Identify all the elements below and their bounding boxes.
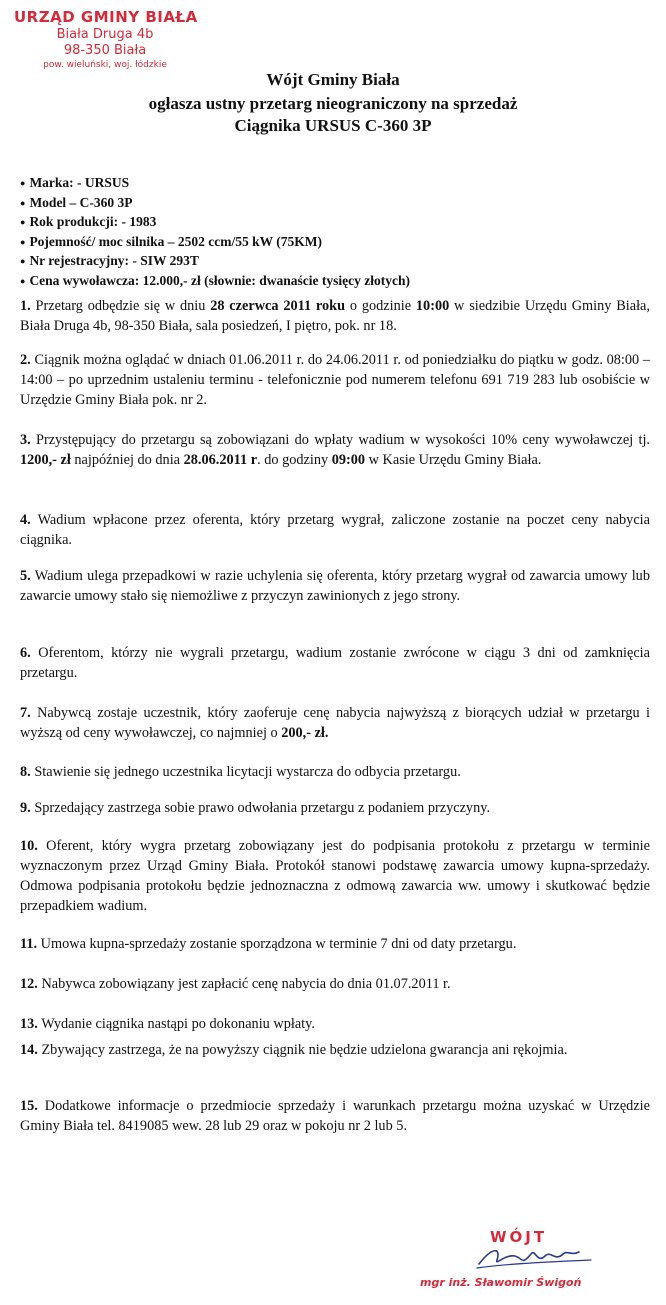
spec-item: ● Pojemność/ moc silnika – 2502 ccm/55 kW (75KM) <box>20 233 410 253</box>
paragraph-number: 14. <box>20 1042 38 1058</box>
paragraph-14: 14. Zbywający zastrzega, że na powyższy ciągnik nie będzie udzielona gwarancja ani rękojmia. <box>20 1042 568 1058</box>
paragraph-15: 15. Dodatkowe informacje o przedmiocie sprzedaży i warunkach przetargu można uzyskać w Urzędzie Gminy Biała tel. 8419085 wew. 28 lub 29 oraz w pokoju nr 2 lub 5. <box>20 1098 650 1134</box>
paragraph-9: 9. Sprzedający zastrzega sobie prawo odwołania przetargu z podaniem przyczyny. <box>20 800 491 816</box>
spec-item: ● Marka: - URSUS <box>20 174 410 194</box>
stamp-street: Biała Druga 4b <box>56 27 154 42</box>
office-stamp <box>10 8 200 70</box>
paragraph-number: 1. <box>20 298 31 314</box>
paragraph-5: 5. Wadium ulega przepadkowi w razie uchylenia się oferenta, który przetarg wygrał od zawarcia umowy lub zawarcie umowy stało się niemożliwe z przyczyn zawinionych z jego strony. <box>20 568 650 604</box>
signature-title: WÓJT <box>490 1228 548 1246</box>
paragraph-2: 2. Ciągnik można oglądać w dniach 01.06.2011 r. do 24.06.2011 r. od poniedziałku do piątku w godz. 08:00 – 14:00 – po uprzednim ustaleniu terminu - telefonicznie pod numerem telefonu 691 719 283 lub osobiście w Urzędzie Gminy Biała pok. nr 2. <box>20 352 651 408</box>
paragraph-number: 4. <box>20 512 31 528</box>
stamp-office-name: URZĄD GMINY BIAŁA <box>14 8 198 26</box>
spec-list <box>20 174 410 291</box>
paragraph-number: 15. <box>20 1098 38 1114</box>
paragraph-8: 8. Stawienie się jednego uczestnika licytacji wystarcza do odbycia przetargu. <box>20 764 461 780</box>
spec-item: ● Model – C-360 3P <box>20 194 410 214</box>
paragraph-number: 7. <box>20 705 31 721</box>
paragraph-13: 13. Wydanie ciągnika nastąpi po dokonaniu wpłaty. <box>20 1016 315 1032</box>
paragraph-number: 3. <box>20 432 31 448</box>
paragraph-11: 11. Umowa kupna-sprzedaży zostanie sporządzona w terminie 7 dni od daty przetargu. <box>20 936 517 952</box>
paragraph-number: 8. <box>20 764 31 780</box>
heading-authority: Wójt Gminy Biała <box>266 70 400 89</box>
paragraph-number: 6. <box>20 645 31 661</box>
paragraph-4: 4. Wadium wpłacone przez oferenta, który przetarg wygrał, zaliczone zostanie na poczet ceny nabycia ciągnika. <box>20 512 650 548</box>
signatory-name: mgr inż. Sławomir Świgoń <box>420 1276 582 1289</box>
paragraph-number: 10. <box>20 838 38 854</box>
paragraph-6: 6. Oferentom, którzy nie wygrali przetargu, wadium zostanie zwrócone w ciągu 3 dni od zamknięcia przetargu. <box>20 645 650 681</box>
handwritten-signature-icon <box>475 1242 595 1272</box>
paragraph-7: 7. Nabywcą zostaje uczestnik, który zaoferuje cenę nabycia najwyższą z biorących udział w przetargu i wyższą od ceny wywoławczej, co najmniej o 200,- zł. <box>20 705 650 741</box>
spec-item: ● Cena wywoławcza: 12.000,- zł (słownie: dwanaście tysięcy złotych) <box>20 272 410 292</box>
paragraph-number: 12. <box>20 976 38 992</box>
heading-subject: Ciągnika URSUS C-360 3P <box>234 116 432 135</box>
paragraph-12: 12. Nabywca zobowiązany jest zapłacić cenę nabycia do dnia 01.07.2011 r. <box>20 976 451 992</box>
paragraph-number: 2. <box>20 352 31 368</box>
heading-announcement: ogłasza ustny przetarg nieograniczony na sprzedaż <box>148 94 518 113</box>
paragraph-number: 13. <box>20 1016 38 1032</box>
paragraph-3: 3. Przystępujący do przetargu są zobowiązani do wpłaty wadium w wysokości 10% ceny wywoławczej tj. 1200,- zł najpóźniej do dnia 28.06.2011 r. do godziny 09:00 w Kasie Urzędu Gminy Biała. <box>20 432 650 468</box>
stamp-region: pow. wieluński, woj. łódzkie <box>43 60 167 70</box>
paragraph-10: 10. Oferent, który wygra przetarg zobowiązany jest do podpisania protokołu z przetargu w terminie wyznaczonym przez Urząd Gminy Biała. Protokół stanowi podstawę zawarcia umowy kupna-sprzedaży. Odmowa podpisania protokołu będzie jednoznaczna z odmową zawarcia ww. umowy i skutkować będzie przepadkiem wadium. <box>20 838 650 914</box>
paragraph-number: 9. <box>20 800 31 816</box>
stamp-postal: 98-350 Biała <box>63 43 147 58</box>
spec-item: ● Nr rejestracyjny: - SIW 293T <box>20 252 410 272</box>
paragraph-1: 1. Przetarg odbędzie się w dniu 28 czerwca 2011 roku o godzinie 10:00 w siedzibie Urzędu Gminy Biała, Biała Druga 4b, 98-350 Biała, sala posiedzeń, I piętro, pok. nr 18. <box>20 298 650 334</box>
paragraph-number: 11. <box>20 936 38 952</box>
paragraph-number: 5. <box>20 568 31 584</box>
spec-item: ● Rok produkcji: - 1983 <box>20 213 410 233</box>
